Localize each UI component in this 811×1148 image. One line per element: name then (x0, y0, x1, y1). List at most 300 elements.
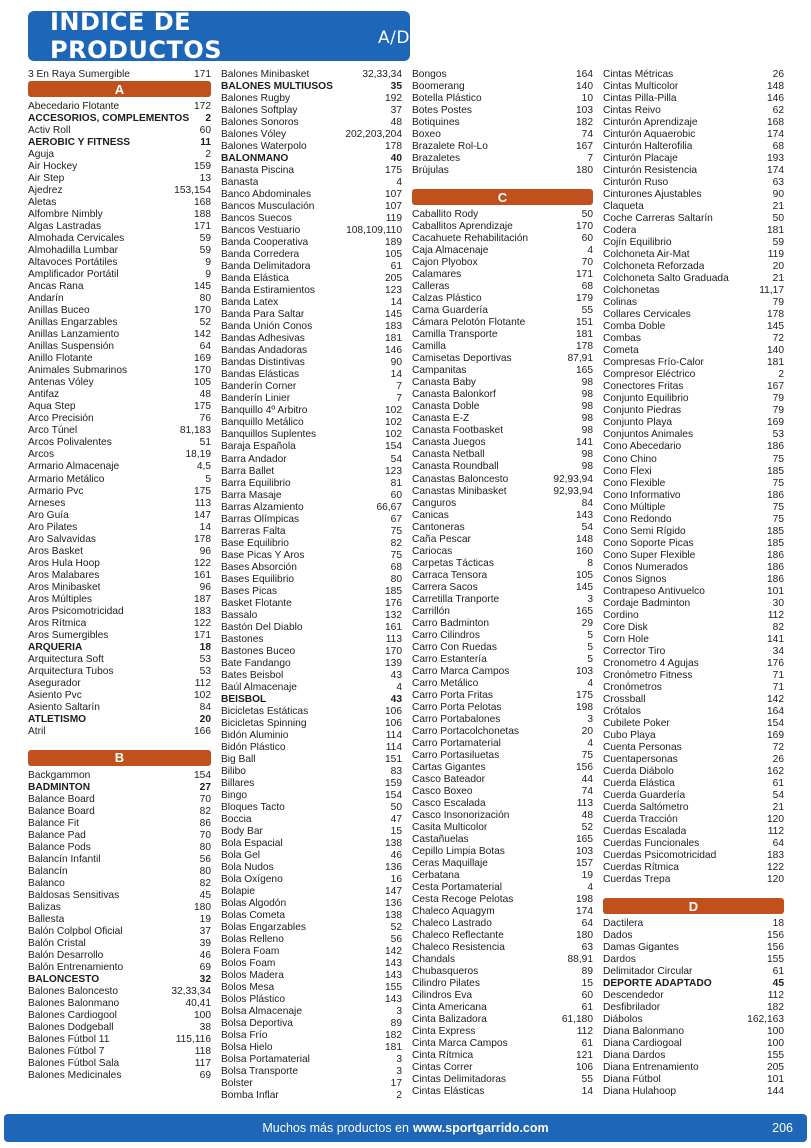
index-entry (412, 966, 593, 978)
index-column-1 (28, 69, 211, 1105)
product-name: Cinturón Aprendizaje (603, 117, 698, 129)
index-entry (603, 333, 784, 345)
index-entry (28, 449, 211, 461)
product-name: Cono Flexi (603, 465, 652, 477)
index-entry (221, 129, 402, 141)
page-reference: 45 (199, 890, 211, 902)
index-entry (412, 1050, 593, 1062)
index-entry (412, 153, 593, 165)
index-entry (603, 610, 784, 622)
index-entry (221, 1006, 402, 1018)
index-entry (412, 786, 593, 798)
page-reference: 5 (205, 473, 211, 485)
product-name: Banquillo 4º Arbitro (221, 405, 308, 417)
product-name: Chaleco Aquagym (412, 906, 495, 918)
index-entry (221, 910, 402, 922)
product-name: Bolsa Deportiva (221, 1018, 293, 1030)
product-name: Aletas (28, 197, 57, 209)
page-reference: 98 (581, 449, 593, 461)
product-name: Cesta Portamaterial (412, 882, 503, 894)
page-reference: 117 (194, 1058, 211, 1070)
page-reference: 181 (385, 333, 402, 345)
page-reference: 103 (576, 845, 593, 857)
page-reference: 8 (587, 557, 593, 569)
product-name: Botella Plástico (412, 93, 482, 105)
product-name: Ceras Maquillaje (412, 858, 488, 869)
page-reference: 9 (205, 269, 211, 281)
product-name: Cono Flexible (603, 477, 666, 489)
page-reference: 142 (385, 946, 402, 958)
index-entry (28, 890, 211, 902)
index-entry (28, 806, 211, 818)
page-reference: 79 (772, 297, 784, 309)
page-reference: 92,93,94 (553, 473, 593, 485)
page-reference: 145 (576, 581, 593, 593)
page-reference: 100 (767, 1038, 784, 1050)
page-reference: 11,17 (759, 285, 784, 297)
index-entry (412, 1062, 593, 1074)
index-entry (412, 93, 593, 105)
page-reference: 112 (767, 609, 784, 621)
product-name: Canasta Balonkorf (412, 389, 496, 401)
index-entry (221, 658, 402, 670)
index-entry (412, 233, 593, 245)
index-entry (412, 317, 593, 329)
page-reference: 67 (390, 513, 402, 525)
product-name: Carretilla Tranporte (412, 593, 500, 605)
product-name: Cronómetro Fitness (603, 669, 693, 681)
index-entry (28, 702, 211, 714)
index-entry (221, 1018, 402, 1030)
index-entry (221, 405, 402, 417)
page-reference: 82 (199, 805, 211, 817)
product-name: Cintas Elásticas (412, 1086, 485, 1098)
index-entry (221, 526, 402, 538)
page-reference: 32,33,34 (171, 986, 211, 998)
index-entry (412, 990, 593, 1002)
index-entry (412, 413, 593, 425)
product-name: Aros Sumergibles (28, 629, 109, 641)
index-entry (603, 417, 784, 429)
index-entry (412, 461, 593, 473)
page-reference: 166 (194, 725, 211, 737)
product-name: Cámara Pelotón Flotante (412, 317, 526, 329)
page-reference: 155 (767, 1050, 784, 1062)
index-entry (28, 1070, 211, 1082)
product-name: Chaleco Resistencia (412, 942, 505, 954)
index-entry (221, 634, 402, 646)
index-entry (603, 369, 784, 381)
page-reference: 107 (385, 201, 402, 213)
product-name: Camilla Transporte (412, 329, 498, 341)
product-name: Descendedor (603, 990, 664, 1002)
page-reference: 183 (767, 850, 784, 862)
page-reference: 35 (390, 81, 402, 93)
index-entry (28, 209, 211, 221)
page-reference: 174 (767, 165, 784, 177)
index-entry (28, 986, 211, 998)
page-reference: 79 (772, 405, 784, 417)
index-entry (221, 369, 402, 381)
index-entry (221, 225, 402, 237)
page-reference: 30 (772, 597, 784, 609)
product-name: Cepillo Limpia Botas (412, 845, 505, 857)
index-entry (28, 914, 211, 926)
page-reference: 18,19 (185, 449, 211, 461)
index-entry (412, 522, 593, 534)
index-entry (28, 962, 211, 974)
product-name: Body Bar (221, 825, 263, 837)
page-reference: 143 (385, 970, 402, 982)
product-name: Balizas (28, 902, 61, 914)
index-entry (28, 690, 211, 702)
product-name: Cama Guardería (412, 305, 488, 317)
index-entry (28, 510, 211, 522)
index-entry (412, 117, 593, 129)
product-name: Balones Fútbol 7 (28, 1046, 105, 1058)
page-reference: 145 (194, 281, 211, 293)
page-reference: 155 (385, 982, 402, 994)
product-name: Corrector Tiro (603, 645, 666, 657)
index-entry (28, 1034, 211, 1046)
product-name: Campanitas (412, 365, 467, 377)
product-name: Balón Desarrollo (28, 950, 104, 962)
product-name: Canasta Footbasket (412, 425, 504, 437)
category-entry (28, 642, 211, 654)
index-entry (603, 754, 784, 766)
page-reference: 170 (385, 645, 402, 657)
page-reference: 107 (385, 189, 402, 201)
product-name: Barras Alzamiento (221, 501, 304, 513)
product-name: Anillas Lanzamiento (28, 329, 120, 341)
page-reference: 153,154 (174, 185, 211, 197)
page-reference: 102 (385, 429, 402, 441)
page-reference: 151 (385, 753, 402, 765)
index-entry (412, 630, 593, 642)
page-reference: 171 (576, 269, 593, 281)
product-name: Banda Unión Conos (221, 321, 313, 333)
product-name: Castañuelas (412, 833, 469, 845)
product-name: Balance Board (28, 793, 95, 805)
index-entry (28, 377, 211, 389)
product-name: Bases Equilibrio (221, 573, 295, 585)
page-reference: 60 (199, 125, 211, 137)
index-entry (28, 950, 211, 962)
page-reference: 50 (581, 209, 593, 221)
index-entry (28, 221, 211, 233)
index-entry (221, 706, 402, 718)
page-reference: 174 (767, 129, 784, 141)
product-name: Billares (221, 777, 255, 789)
product-name: Carrera Sacos (412, 581, 478, 593)
index-columns (28, 69, 784, 1105)
product-name: Bolos Madera (221, 970, 284, 982)
index-entry (603, 141, 784, 153)
index-entry (603, 478, 784, 490)
index-entry (603, 201, 784, 213)
product-name: Cajon Plyobox (412, 257, 478, 269)
page-reference: 181 (576, 329, 593, 341)
page-reference: 98 (581, 413, 593, 425)
product-name: DEPORTE ADAPTADO (603, 978, 712, 990)
page-reference: 4 (396, 681, 402, 693)
product-name: Cometa (603, 345, 639, 357)
product-name: Conjunto Piedras (603, 405, 682, 417)
index-entry (603, 213, 784, 225)
product-name: Chaleco Reflectante (412, 930, 504, 942)
index-entry (412, 209, 593, 221)
page-reference: 103 (576, 665, 593, 677)
index-entry (412, 618, 593, 630)
index-entry (221, 249, 402, 261)
page-reference: 84 (581, 497, 593, 509)
product-name: Conjunto Playa (603, 417, 673, 429)
page-reference: 63 (581, 942, 593, 954)
index-entry (603, 381, 784, 393)
page-reference: 54 (390, 453, 402, 465)
index-entry (28, 474, 211, 486)
product-name: BALONMANO (221, 153, 289, 165)
page-reference: 66,67 (376, 501, 402, 513)
page-reference: 53 (199, 653, 211, 665)
page-reference: 139 (385, 657, 402, 669)
product-name: Bloques Tacto (221, 801, 285, 813)
product-name: Balance Fit (28, 817, 79, 829)
product-name: Diana Dardos (603, 1050, 666, 1062)
product-name: Coche Carreras Saltarín (603, 213, 713, 225)
index-entry (412, 774, 593, 786)
index-entry (603, 930, 784, 942)
product-name: Damas Gigantes (603, 942, 679, 954)
index-entry (412, 750, 593, 762)
index-entry (412, 906, 593, 918)
product-name: Bolos Mesa (221, 982, 275, 994)
product-name: Cono Chino (603, 453, 657, 465)
page-reference: 34 (772, 645, 784, 657)
index-entry (28, 185, 211, 197)
product-name: Bolsa Transporte (221, 1066, 299, 1078)
index-entry (221, 213, 402, 225)
page-reference: 205 (385, 273, 402, 285)
product-name: Cinta Rítmica (412, 1050, 474, 1062)
page-reference: 59 (199, 233, 211, 245)
page-reference: 82 (772, 621, 784, 633)
page-reference: 86 (199, 817, 211, 829)
index-entry (412, 510, 593, 522)
page-reference: 26 (772, 753, 784, 765)
product-name: Bassalo (221, 609, 258, 621)
page-reference: 80 (199, 293, 211, 305)
product-name: Ballesta (28, 914, 65, 926)
product-name: Asiento Saltarín (28, 701, 100, 713)
page-reference: 84 (199, 701, 211, 713)
page-reference: 202,203,204 (345, 129, 402, 141)
product-name: Calzas Plástico (412, 293, 482, 305)
product-name: Carro Cilindros (412, 629, 480, 641)
page-reference: 101 (767, 585, 784, 597)
page-reference: 13 (199, 173, 211, 185)
index-entry (603, 586, 784, 598)
index-entry (603, 237, 784, 249)
index-entry (412, 474, 593, 486)
page-reference: 5 (587, 653, 593, 665)
index-entry (412, 221, 593, 233)
page-reference: 5 (587, 629, 593, 641)
product-name: Cono Semi Rígido (603, 525, 686, 537)
product-name: Delimitador Circular (603, 966, 693, 978)
index-entry (221, 802, 402, 814)
page-reference: 64 (772, 838, 784, 849)
index-entry (603, 153, 784, 165)
product-name: Balones Waterpolo (221, 141, 307, 153)
category-entry (221, 694, 402, 706)
page-reference: 80 (199, 865, 211, 877)
page-reference: 165 (576, 365, 593, 377)
product-name: Brújulas (412, 165, 449, 177)
index-entry (28, 582, 211, 594)
index-entry (603, 598, 784, 610)
product-name: Almohadilla Lumbar (28, 245, 119, 257)
page-reference: 141 (767, 633, 784, 645)
index-entry (412, 534, 593, 546)
index-entry (603, 405, 784, 417)
page-reference: 37 (199, 926, 211, 938)
index-entry (412, 558, 593, 570)
page-reference: 43 (390, 693, 402, 705)
page-reference: 52 (581, 821, 593, 833)
product-name: Cuerdas Trepa (603, 874, 671, 886)
product-name: Aros Rítmica (28, 617, 87, 629)
product-name: Camilla (412, 341, 446, 353)
product-name: Bolapie (221, 886, 255, 898)
product-name: Carro Con Ruedas (412, 641, 497, 653)
page-reference: 120 (767, 813, 784, 825)
index-entry (28, 1010, 211, 1022)
page-reference: 3 (396, 1054, 402, 1066)
index-entry (603, 345, 784, 357)
index-entry (412, 377, 593, 389)
index-entry (603, 1074, 784, 1086)
page-reference: 75 (772, 501, 784, 513)
product-name: Asegurador (28, 677, 81, 689)
index-entry (28, 197, 211, 209)
product-name: Banquillos Suplentes (221, 429, 317, 441)
index-entry (221, 237, 402, 249)
page-reference: 4,5 (196, 461, 211, 473)
product-name: Arco Túnel (28, 425, 78, 437)
index-entry (603, 954, 784, 966)
product-name: Almohada Cervicales (28, 233, 125, 245)
index-entry (221, 790, 402, 802)
website-link[interactable]: www.sportgarrido.com (412, 1121, 549, 1135)
page-reference: 75 (772, 513, 784, 525)
page-reference: 19 (199, 914, 211, 926)
product-name: Base Equilibrio (221, 537, 289, 549)
product-name: Atril (28, 725, 46, 737)
index-entry (221, 117, 402, 129)
index-entry (603, 454, 784, 466)
product-name: Banderín Corner (221, 381, 297, 393)
page-reference: 40 (390, 153, 402, 165)
product-name: Brazaletes (412, 153, 461, 165)
page-reference: 156 (767, 942, 784, 954)
page-reference: 18 (772, 918, 784, 930)
page-reference: 98 (581, 389, 593, 401)
product-name: Bolsa Frío (221, 1030, 268, 1042)
index-entry (603, 1062, 784, 1074)
index-entry (28, 998, 211, 1010)
page-reference: 136 (385, 898, 402, 910)
index-entry (412, 954, 593, 966)
product-name: Canasta E-Z (412, 413, 470, 425)
page-reference: 9 (205, 257, 211, 269)
product-name: Arneses (28, 497, 66, 509)
index-entry (221, 1054, 402, 1066)
product-name: Bases Absorción (221, 561, 297, 573)
index-entry (221, 1066, 402, 1078)
product-name: ACCESORIOS, COMPLEMENTOS (28, 113, 190, 125)
product-name: Bola Nudos (221, 862, 274, 874)
product-name: Cuerda Saltómetro (603, 801, 689, 813)
product-name: Barras Olímpicas (221, 513, 300, 525)
index-entry (221, 93, 402, 105)
page-reference: 89 (581, 966, 593, 978)
page-reference: 75 (772, 453, 784, 465)
product-name: Backgammon (28, 769, 91, 781)
product-name: Aros Hula Hoop (28, 557, 100, 569)
product-name: Armario Metálico (28, 473, 105, 485)
index-entry (412, 762, 593, 774)
page-reference: 183 (194, 605, 211, 617)
index-entry (412, 353, 593, 365)
page-reference: 193 (767, 153, 784, 165)
index-entry (412, 141, 593, 153)
index-entry (221, 586, 402, 598)
section-header-c: C (412, 189, 593, 205)
product-name: Conectores Fritas (603, 381, 684, 393)
product-name: Bancos Musculación (221, 201, 315, 213)
product-name: Aros Basket (28, 545, 83, 557)
index-entry (28, 353, 211, 365)
page-reference: 205 (767, 1062, 784, 1074)
index-entry (28, 269, 211, 281)
page-reference: 98 (581, 377, 593, 389)
product-name: Dactilera (603, 918, 644, 930)
product-name: Cuentapersonas (603, 753, 678, 765)
page-reference: 157 (576, 858, 593, 869)
index-entry (28, 341, 211, 353)
product-name: Arquitectura Soft (28, 653, 104, 665)
product-name: Cono Múltiple (603, 501, 666, 513)
page-reference: 113 (576, 797, 593, 809)
product-name: Cintas Delimitadoras (412, 1074, 506, 1086)
page-reference: 50 (772, 213, 784, 225)
page-reference: 168 (767, 117, 784, 129)
footer-bar (4, 1114, 807, 1142)
page-reference: 143 (576, 509, 593, 521)
page-reference: 70 (581, 257, 593, 269)
index-entry (412, 305, 593, 317)
product-name: Antenas Vóley (28, 377, 94, 389)
product-name: Bolera Foam (221, 946, 280, 958)
index-entry (221, 946, 402, 958)
product-name: Carro Metálico (412, 677, 479, 689)
index-entry (221, 826, 402, 838)
page-reference: 44 (581, 773, 593, 785)
product-name: Cilindros Eva (412, 990, 473, 1002)
page-reference: 120 (767, 874, 784, 886)
page-reference: 68 (390, 561, 402, 573)
